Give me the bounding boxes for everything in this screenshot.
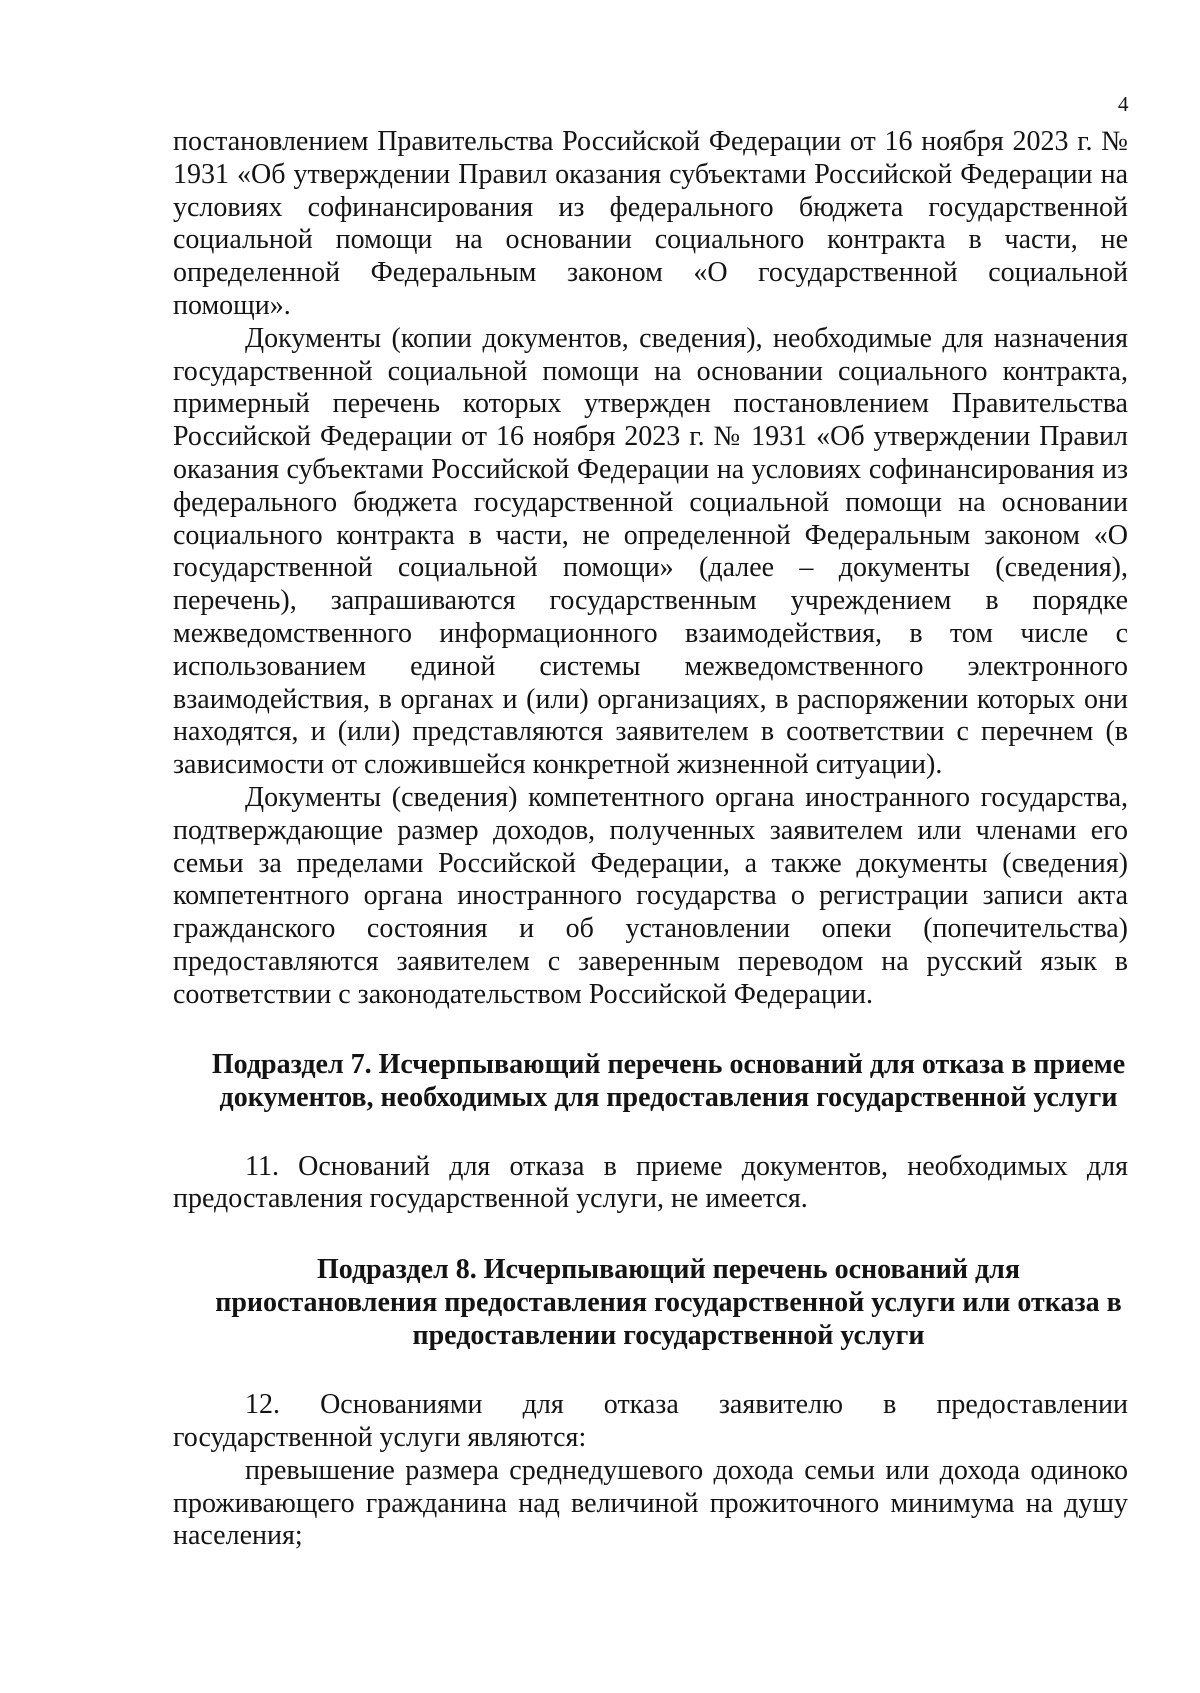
page-number: 4 xyxy=(1118,92,1129,116)
paragraph-item-12: 12. Основаниями для отказа заявителю в предоставлении государственной услуги являются: xyxy=(173,1389,1128,1453)
subsection-7-title: Подраздел 7. Исчерпывающий перечень оснований для отказа в приеме документов, необходимых для предоставления государственной услуги xyxy=(211,1048,1126,1113)
document-body xyxy=(173,126,1128,1553)
paragraph-foreign-documents: Документы (сведения) компетентного органа иностранного государства, подтверждающие размер доходов, полученных заявителем или членами его семьи за пределами Российской Федерации, а также документы (сведения) компетентного органа иностранного государства о регистрации записи акта гражданского состояния и об установлении опеки (попечительства) предоставляются заявителем с заверенным переводом на русский язык в соответствии с законодательством Российской Федерации. xyxy=(173,781,1128,1010)
paragraph-continuation: постановлением Правительства Российской Федерации от 16 ноября 2023 г. № 1931 «Об утверждении Правил оказания субъектами Российской Федерации на условиях софинансирования из федерального бюджета государственной социальной помощи на основании социального контракта в части, не определенной Федеральным законом «О государственной социальной помощи». xyxy=(173,126,1128,321)
paragraph-income-excess: превышение размера среднедушевого дохода семьи или дохода одиноко проживающего гражданина над величиной прожиточного минимума на душу населения; xyxy=(173,1454,1128,1552)
subsection-8-title: Подраздел 8. Исчерпывающий перечень оснований для приостановления предоставления государственной услуги или отказа в предоставлении государственной услуги xyxy=(215,1254,1122,1352)
paragraph-item-11: 11. Оснований для отказа в приеме документов, необходимых для предоставления государственной услуги, не имеется. xyxy=(173,1150,1128,1215)
paragraph-documents-list: Документы (копии документов, сведения), необходимые для назначения государственной социальной помощи на основании социального контракта, примерный перечень которых утвержден постановлением Правительства Российской Федерации от 16 ноября 2023 г. № 1931 «Об утверждении Правил оказания субъектами Российской Федерации на условиях софинансирования из федерального бюджета государственной социальной помощи на основании социального контракта в части, не определенной Федеральным законом «О государственной социальной помощи» (далее – документы (сведения), перечень), запрашиваются государственным учреждением в порядке межведомственного информационного взаимодействия, в том числе с использованием единой системы межведомственного электронного взаимодействия, в органах и (или) организациях, в распоряжении которых они находятся, и (или) представляются заявителем в соответствии с перечнем (в зависимости от сложившейся конкретной жизненной ситуации). xyxy=(173,322,1128,781)
